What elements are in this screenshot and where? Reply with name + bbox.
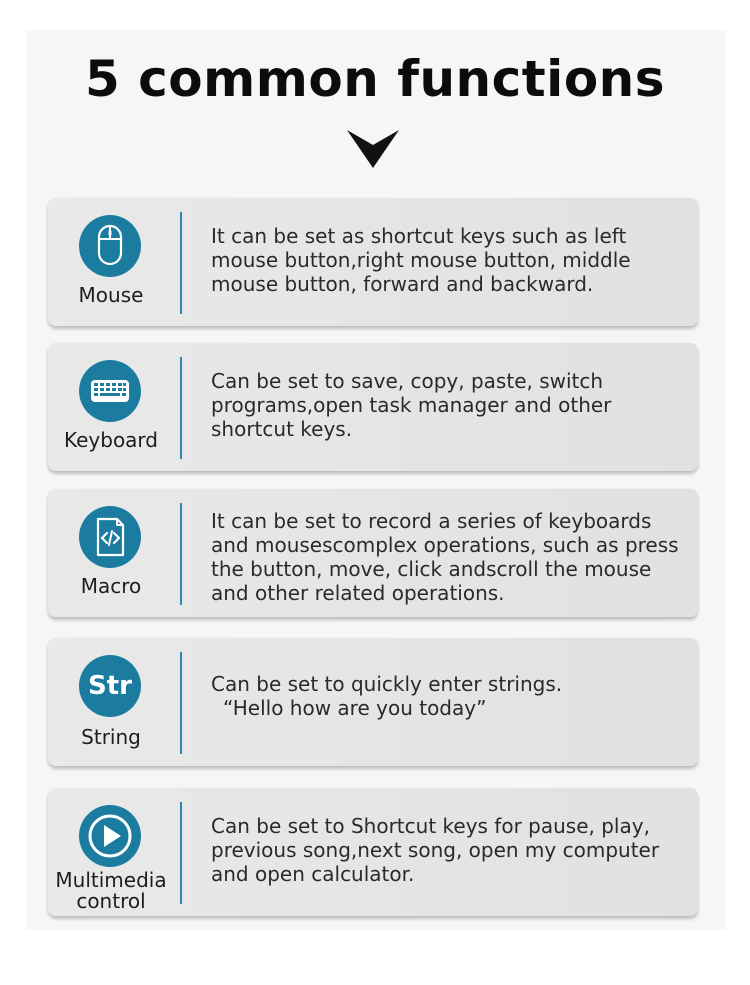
divider bbox=[180, 357, 182, 459]
keyboard-icon bbox=[79, 360, 141, 422]
string-icon bbox=[79, 655, 141, 717]
play-icon bbox=[79, 805, 141, 867]
function-description: It can be set to record a series of keyboards and mousescomplex operations, such as press the button, move, click andscroll the mouse and other related operations. bbox=[211, 509, 679, 605]
divider bbox=[180, 212, 182, 314]
function-label: Mouse bbox=[78, 283, 144, 307]
function-description bbox=[211, 672, 681, 720]
description-text: Can be set to quickly enter strings. bbox=[211, 672, 563, 696]
string-icon-text: Str bbox=[88, 671, 132, 701]
mouse-icon bbox=[79, 215, 141, 277]
function-card-string bbox=[48, 638, 698, 766]
function-description: Can be set to save, copy, paste, switch programs,open task manager and other shortcut keys. bbox=[211, 369, 612, 441]
page-title: 5 common functions bbox=[84, 50, 666, 108]
function-card-macro bbox=[48, 489, 698, 617]
example-string: “Hello how are you today” bbox=[223, 696, 487, 720]
function-label: Macro bbox=[80, 574, 142, 598]
divider bbox=[180, 503, 182, 605]
function-card-keyboard bbox=[48, 343, 698, 471]
chevron-down-icon bbox=[345, 128, 401, 170]
code-file-icon bbox=[79, 506, 141, 568]
function-card-multimedia bbox=[48, 788, 698, 916]
function-label: Keyboard bbox=[63, 428, 158, 452]
divider bbox=[180, 652, 182, 754]
function-description: Can be set to Shortcut keys for pause, play, previous song,next song, open my computer and open calculator. bbox=[211, 814, 660, 886]
function-label: String bbox=[81, 725, 141, 749]
function-label: Multimedia control bbox=[55, 868, 167, 913]
divider bbox=[180, 802, 182, 904]
function-card-mouse bbox=[48, 198, 698, 326]
function-description: It can be set as shortcut keys such as left mouse button,right mouse button, middle mouse button, forward and backward. bbox=[211, 224, 631, 296]
